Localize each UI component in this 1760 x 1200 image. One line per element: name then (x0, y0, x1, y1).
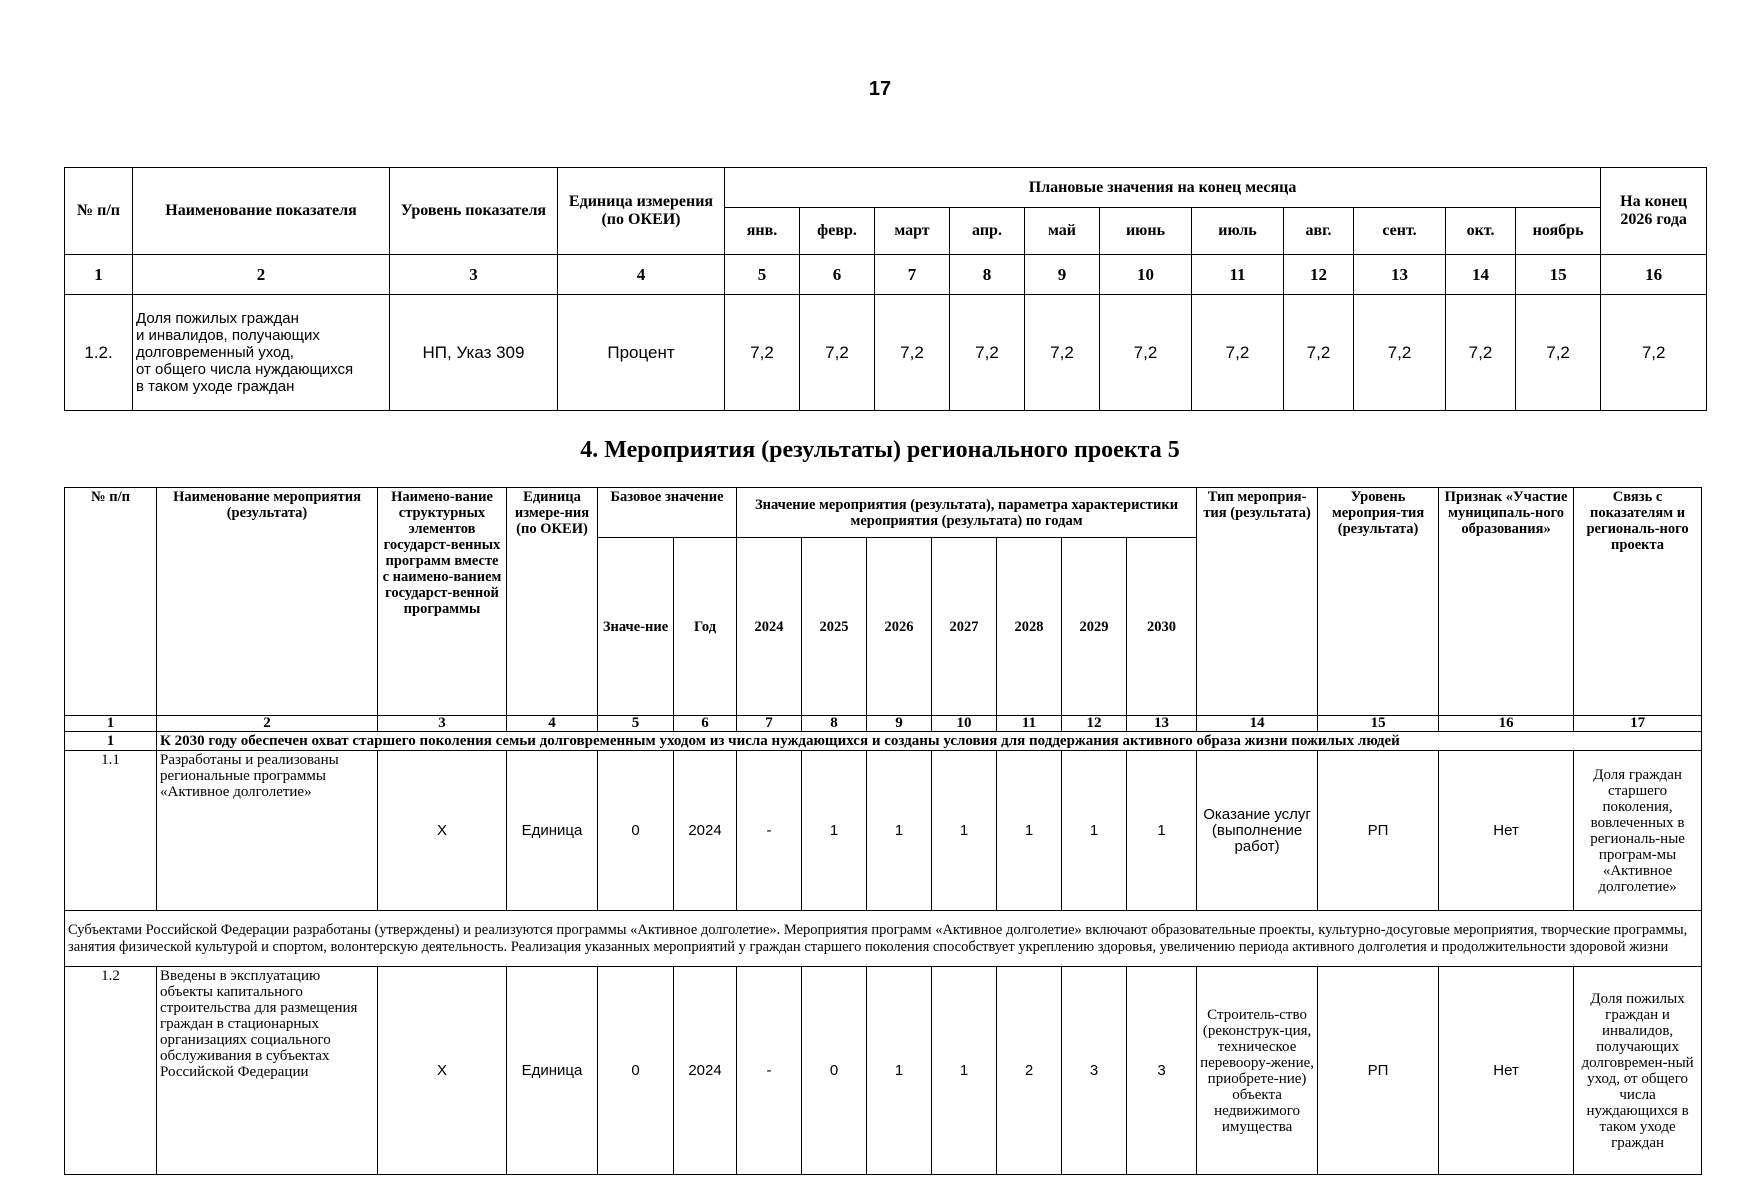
header-year: 2024 (737, 538, 802, 716)
col-number: 7 (875, 255, 950, 295)
col-number: 14 (1197, 716, 1318, 732)
header-month: ноябрь (1516, 208, 1601, 255)
col-number: 17 (1574, 716, 1702, 732)
row-base-value: 0 (598, 751, 674, 911)
col-number: 15 (1516, 255, 1601, 295)
header-unit: Единица измере-ния (по ОКЕИ) (507, 488, 598, 716)
row-value: 3 (1127, 967, 1197, 1175)
col-number: 13 (1127, 716, 1197, 732)
header-structural: Наимено-вание структурных элементов государст-венных программ вместе с наимено-ванием государст-венной программы (378, 488, 507, 716)
header-year: 2026 (867, 538, 932, 716)
header-name: Наименование показателя (133, 168, 390, 255)
col-number: 4 (558, 255, 725, 295)
row-num: 1.2. (65, 295, 133, 411)
col-number: 3 (390, 255, 558, 295)
row-municipal: Нет (1439, 967, 1574, 1175)
header-year: 2027 (932, 538, 997, 716)
header-num: № п/п (65, 168, 133, 255)
row-value: 7,2 (1446, 295, 1516, 411)
row-link: Доля граждан старшего поколения, вовлеченных в региональ-ные програм-мы «Активное долголетие» (1574, 751, 1702, 911)
header-year: 2030 (1127, 538, 1197, 716)
row-level: РП (1318, 967, 1439, 1175)
row-value: 3 (1062, 967, 1127, 1175)
row-name-line: в таком уходе граждан (136, 378, 295, 395)
goal-row (65, 732, 1702, 751)
header-month: авг. (1284, 208, 1354, 255)
col-number: 16 (1601, 255, 1707, 295)
row-name-line: долговременный уход, (136, 344, 294, 361)
row-value: 1 (867, 751, 932, 911)
header-name: Наименование мероприятия (результата) (157, 488, 378, 716)
header-level: Уровень показателя (390, 168, 558, 255)
page-number: 17 (868, 78, 892, 100)
row-value: 7,2 (875, 295, 950, 411)
row-name: Разработаны и реализованы региональные программы «Активное долголетие» (157, 751, 378, 911)
row-value: 2 (997, 967, 1062, 1175)
col-number: 15 (1318, 716, 1439, 732)
row-value: 7,2 (1516, 295, 1601, 411)
row-unit: Процент (558, 295, 725, 411)
header-month: янв. (725, 208, 800, 255)
row-value: 1 (867, 967, 932, 1175)
row-unit: Единица (507, 967, 598, 1175)
header-unit: Единица измерения (по ОКЕИ) (558, 168, 725, 255)
row-name (133, 295, 390, 411)
col-number: 6 (674, 716, 737, 732)
header-month: июнь (1100, 208, 1192, 255)
col-number: 11 (1192, 255, 1284, 295)
col-number: 7 (737, 716, 802, 732)
row-level: РП (1318, 751, 1439, 911)
col-number: 1 (65, 716, 157, 732)
goal-text: К 2030 году обеспечен охват старшего поколения семьи долговременным уходом из числа нуждающихся и созданы условия для поддержания активного образа жизни пожилых людей (157, 732, 1702, 751)
row-value: - (737, 967, 802, 1175)
header-base: Базовое значение (598, 488, 737, 538)
col-number: 2 (157, 716, 378, 732)
row-value: 1 (997, 751, 1062, 911)
row-value: 0 (802, 967, 867, 1175)
row-value: 7,2 (1192, 295, 1284, 411)
row-name-line: и инвалидов, получающих (136, 327, 320, 344)
row-value: 7,2 (800, 295, 875, 411)
activities-table (64, 487, 1702, 1175)
header-month: март (875, 208, 950, 255)
table-row (65, 967, 1702, 1175)
row-value: 7,2 (950, 295, 1025, 411)
header-end: На конец 2026 года (1601, 168, 1707, 255)
row-unit: Единица (507, 751, 598, 911)
col-number: 11 (997, 716, 1062, 732)
header-base-year: Год (674, 538, 737, 716)
col-number: 12 (1284, 255, 1354, 295)
row-type: Оказание услуг (выполнение работ) (1197, 751, 1318, 911)
col-number: 8 (950, 255, 1025, 295)
col-number: 16 (1439, 716, 1574, 732)
indicator-table (64, 167, 1707, 411)
header-year: 2025 (802, 538, 867, 716)
row-base-year: 2024 (674, 967, 737, 1175)
col-number: 4 (507, 716, 598, 732)
row-value: 7,2 (1284, 295, 1354, 411)
row-name: Введены в эксплуатацию объекты капитального строительства для размещения граждан в стационарных организациях социального обслуживания в субъектах Российской Федерации (157, 967, 378, 1175)
col-number: 3 (378, 716, 507, 732)
table-row (65, 295, 1707, 411)
row-value: - (737, 751, 802, 911)
header-month: июль (1192, 208, 1284, 255)
header-link: Связь с показателям и региональ-ного проекта (1574, 488, 1702, 716)
row-structural: Х (378, 967, 507, 1175)
description-row (65, 911, 1702, 967)
row-value: 7,2 (1100, 295, 1192, 411)
col-number: 13 (1354, 255, 1446, 295)
col-number: 5 (725, 255, 800, 295)
row-value: 1 (1127, 751, 1197, 911)
row-value: 1 (802, 751, 867, 911)
row-name-line: Доля пожилых граждан (136, 310, 299, 327)
header-year: 2028 (997, 538, 1062, 716)
row-level: НП, Указ 309 (390, 295, 558, 411)
col-number: 12 (1062, 716, 1127, 732)
row-num: 1.2 (65, 967, 157, 1175)
section-title: 4. Мероприятия (результаты) регионального проекта 5 (580, 437, 1180, 463)
description-text: Субъектами Российской Федерации разработаны (утверждены) и реализуются программы «Активное долголетие». Мероприятия программ «Активное долголетие» включают образовательные проекты, культурно-досуговые мероприятия, творческие программы, занятия физической культурой и спортом, волонтерскую деятельность. Реализация указанных мероприятий у граждан старшего поколения способствует укреплению здоровья, увеличению периода активного долголетия и продолжительности здоровой жизни (65, 911, 1702, 967)
header-month: сент. (1354, 208, 1446, 255)
row-value: 7,2 (1025, 295, 1100, 411)
col-number: 6 (800, 255, 875, 295)
row-link: Доля пожилых граждан и инвалидов, получающих долговремен-ный уход, от общего числа нуждающихся в таком уходе граждан (1574, 967, 1702, 1175)
col-number: 10 (1100, 255, 1192, 295)
col-number: 1 (65, 255, 133, 295)
table-row (65, 751, 1702, 911)
header-planned: Плановые значения на конец месяца (725, 168, 1601, 208)
row-value: 1 (932, 751, 997, 911)
col-number: 5 (598, 716, 674, 732)
col-number: 8 (802, 716, 867, 732)
row-value: 7,2 (725, 295, 800, 411)
row-num: 1.1 (65, 751, 157, 911)
header-num: № п/п (65, 488, 157, 716)
header-year: 2029 (1062, 538, 1127, 716)
row-base-year: 2024 (674, 751, 737, 911)
row-value: 1 (932, 967, 997, 1175)
header-month: апр. (950, 208, 1025, 255)
header-type: Тип мероприя-тия (результата) (1197, 488, 1318, 716)
col-number: 2 (133, 255, 390, 295)
row-value: 1 (1062, 751, 1127, 911)
col-number: 9 (867, 716, 932, 732)
goal-num: 1 (65, 732, 157, 751)
header-municipal: Признак «Участие муниципаль-ного образования» (1439, 488, 1574, 716)
row-structural: Х (378, 751, 507, 911)
col-number: 9 (1025, 255, 1100, 295)
col-number: 14 (1446, 255, 1516, 295)
row-type: Строитель-ство (реконструк-ция, техническое перевоору-жение, приобрете-ние) объекта недвижимого имущества (1197, 967, 1318, 1175)
header-month: окт. (1446, 208, 1516, 255)
row-municipal: Нет (1439, 751, 1574, 911)
header-month: февр. (800, 208, 875, 255)
row-base-value: 0 (598, 967, 674, 1175)
row-value: 7,2 (1354, 295, 1446, 411)
header-base-value: Значе-ние (598, 538, 674, 716)
header-month: май (1025, 208, 1100, 255)
row-name-line: от общего числа нуждающихся (136, 361, 354, 378)
header-values-by-year: Значение мероприятия (результата), параметра характеристики мероприятия (результата) по годам (737, 488, 1197, 538)
row-end-value: 7,2 (1601, 295, 1707, 411)
header-level: Уровень мероприя-тия (результата) (1318, 488, 1439, 716)
col-number: 10 (932, 716, 997, 732)
